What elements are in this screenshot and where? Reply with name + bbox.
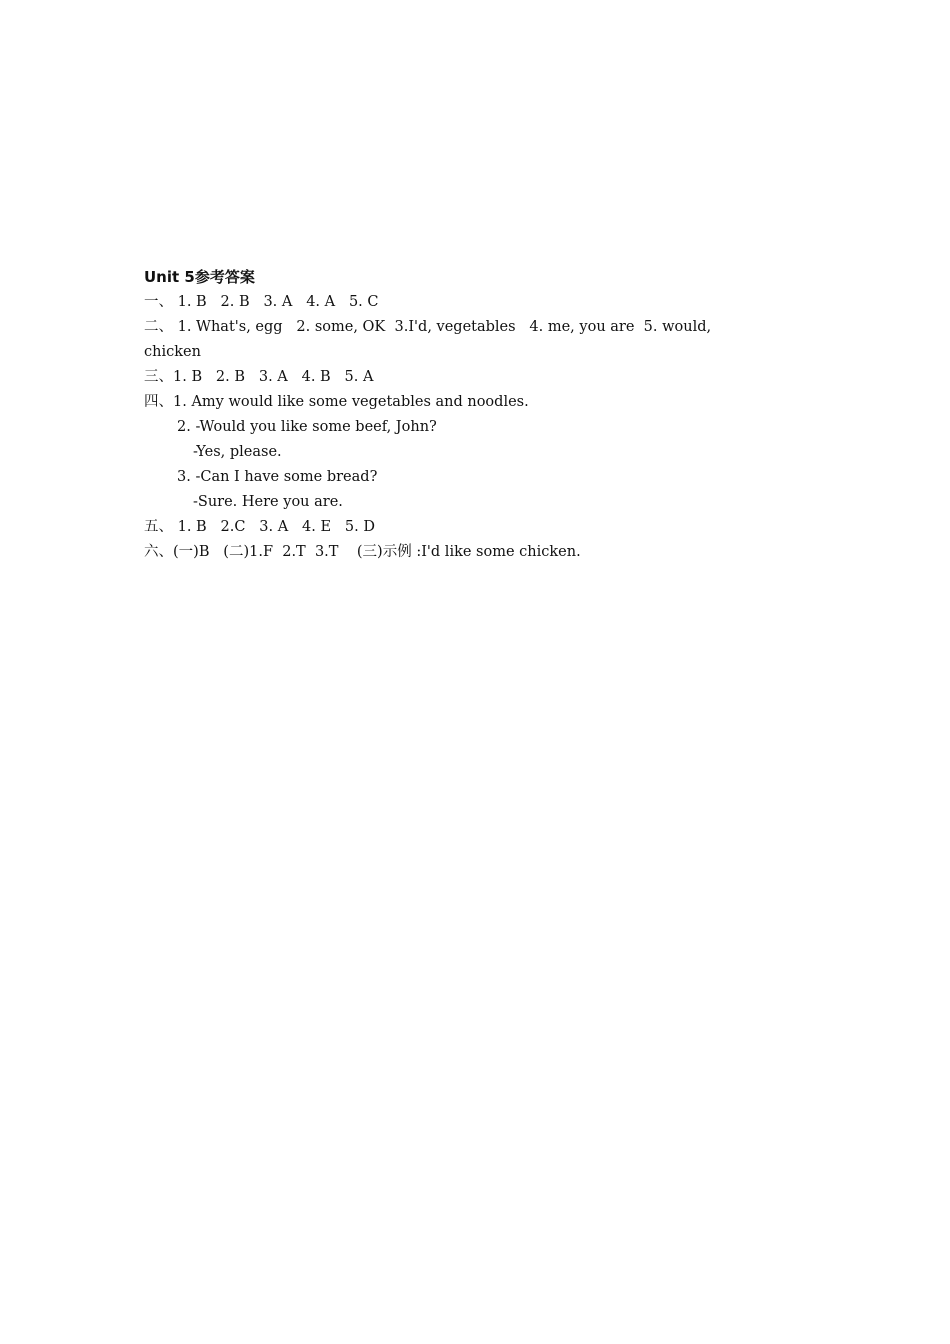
answer-section-4-item-1: 四、1. Amy would like some vegetables and noodles. (144, 394, 529, 410)
answer-section-6: 六、(一)B (二)1.F 2.T 3.T (三)示例 :I'd like some chicken. (144, 544, 581, 560)
answer-key (144, 265, 814, 565)
answer-section-2-continued: chicken (144, 344, 201, 360)
answer-section-4-item-3: 3. -Can I have some bread? (177, 469, 378, 485)
document-title: Unit 5参考答案 (144, 268, 255, 286)
answer-section-5: 五、 1. B 2.C 3. A 4. E 5. D (144, 519, 375, 535)
answer-section-4-item-3-reply: -Sure. Here you are. (193, 494, 343, 510)
answer-section-4-item-2: 2. -Would you like some beef, John? (177, 419, 437, 435)
answer-section-2: 二、 1. What's, egg 2. some, OK 3.I'd, vegetables 4. me, you are 5. would, (144, 319, 712, 335)
answer-section-1: 一、 1. B 2. B 3. A 4. A 5. C (144, 294, 379, 310)
answer-section-3: 三、1. B 2. B 3. A 4. B 5. A (144, 369, 374, 385)
answer-section-4-item-2-reply: -Yes, please. (193, 444, 282, 460)
